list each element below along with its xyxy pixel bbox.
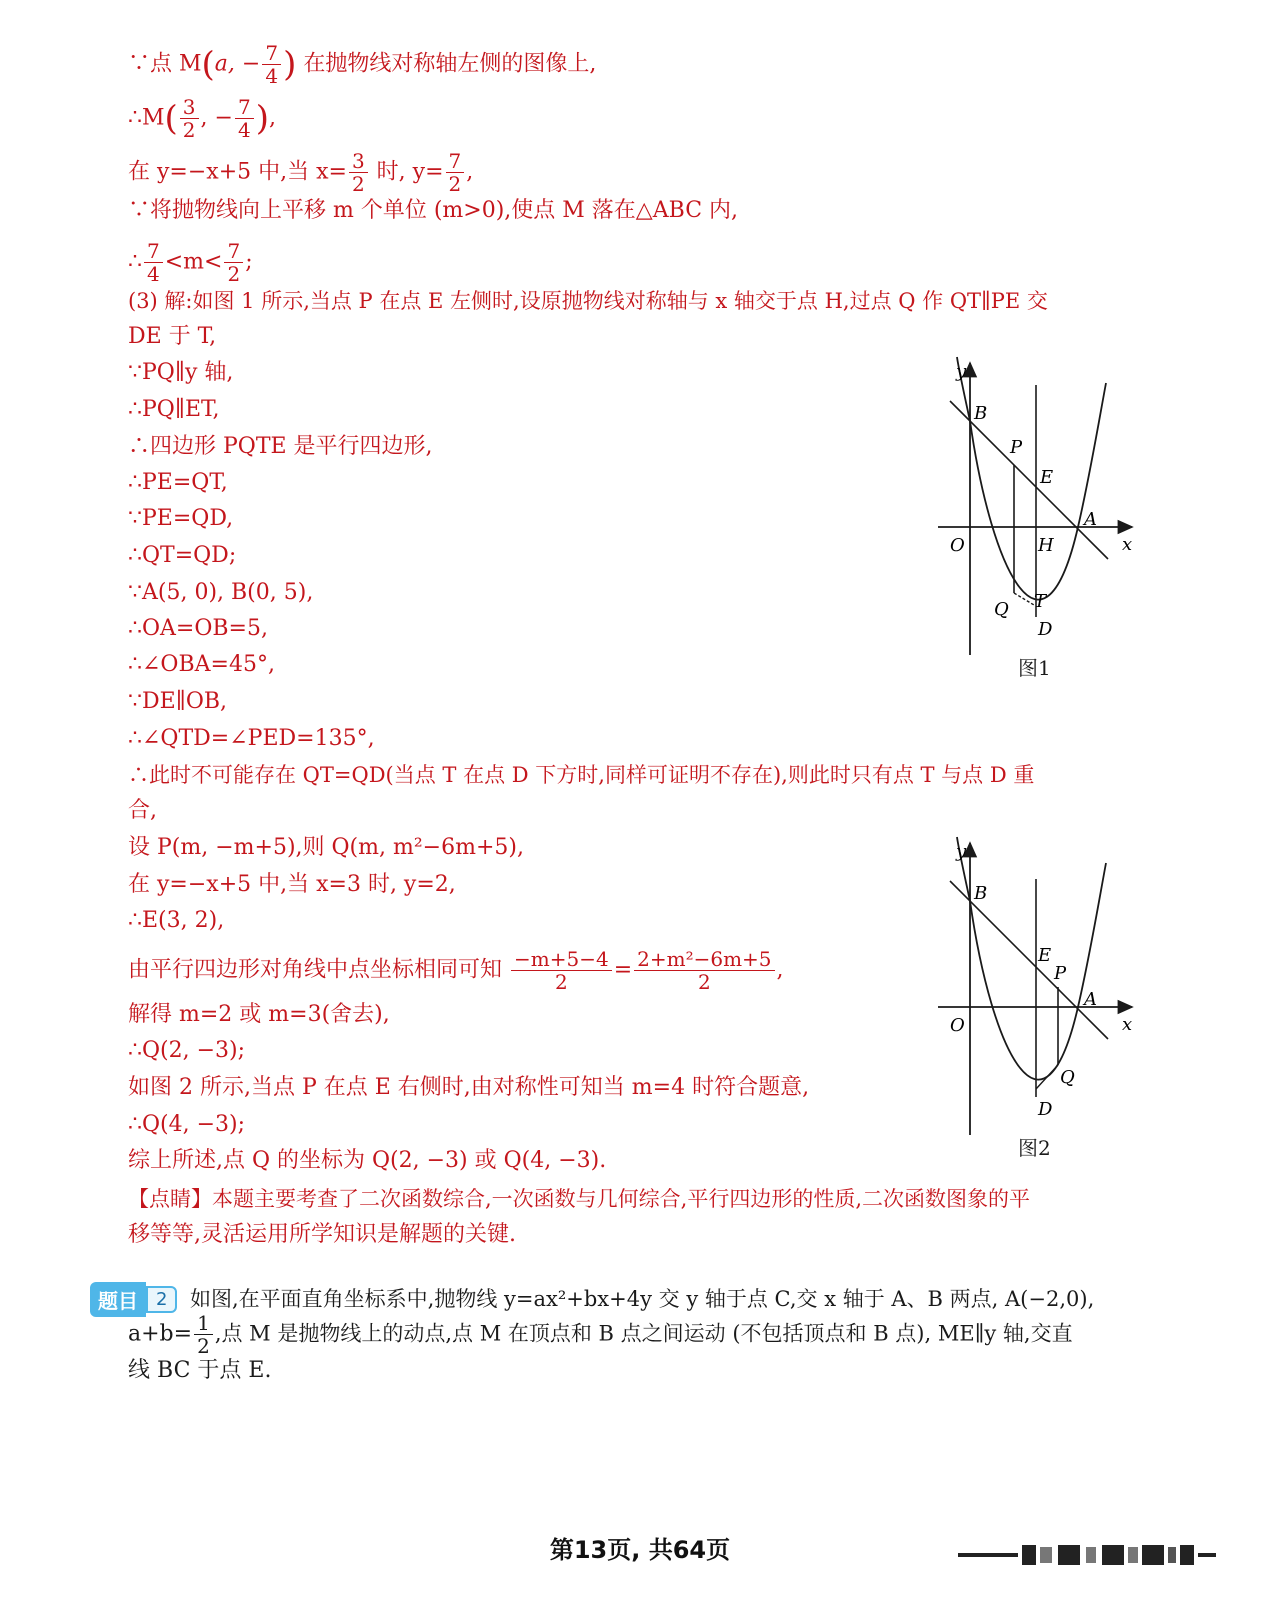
solution-line-27: 如图 2 所示,当点 P 在点 E 右侧时,由对称性可知当 m=4 时符合题意, — [128, 1075, 810, 1100]
solution-line-2: ∴M( $\frac{3}{2}$ , − $\frac{7}{4}$ ), — [128, 95, 276, 142]
parabola — [970, 863, 1106, 1080]
svg-text:A: A — [1084, 989, 1097, 1010]
segment-qd — [1036, 1065, 1058, 1089]
svg-text:x: x — [1122, 1014, 1133, 1035]
question-badge-label: 题目 — [90, 1282, 146, 1317]
solution-line-31: 移等等,灵活运用所学知识是解题的关键. — [128, 1222, 516, 1247]
solution-line-24: 由平行四边形对角线中点坐标相同可知 $\frac{-m+5-4}{2}$ = $\frac{\text{2+m²−6m+5}}{2}$ , — [128, 947, 784, 994]
solution-line-20: 合, — [128, 798, 157, 823]
solution-line-29: 综上所述,点 Q 的坐标为 Q(2, −3) 或 Q(4, −3). — [128, 1148, 607, 1173]
solution-line-10: ∴四边形 PQTE 是平行四边形, — [128, 434, 433, 459]
figure-2 — [930, 835, 1140, 1135]
solution-line-7: DE 于 T, — [128, 324, 217, 349]
question-badge — [90, 1282, 177, 1316]
segment-qt — [1014, 593, 1034, 605]
question-line-3: 线 BC 于点 E. — [128, 1358, 272, 1383]
solution-line-12: ∵PE=QD, — [128, 506, 234, 531]
question-badge-number: 2 — [146, 1286, 177, 1313]
svg-text:O: O — [950, 535, 965, 556]
svg-text:A: A — [1084, 509, 1097, 530]
solution-line-23: ∴E(3, 2), — [128, 908, 225, 933]
solution-line-1: ∵点 M(a, − $\frac{7}{4}$ ) 在抛物线对称轴左侧的图像上, — [128, 41, 597, 88]
solution-line-19: ∴此时不可能存在 QT=QD(当点 T 在点 D 下方时,同样可证明不存在),则此时只有点 T 与点 D 重 — [128, 763, 1035, 787]
solution-line-9: ∴PQ∥ET, — [128, 397, 220, 422]
figure-2-caption: 图2 — [1018, 1136, 1051, 1160]
solution-line-18: ∴∠QTD=∠PED=135°, — [128, 726, 375, 751]
solution-line-16: ∴∠OBA=45°, — [128, 652, 275, 677]
solution-line-21: 设 P(m, −m+5),则 Q(m, m²−6m+5), — [128, 835, 524, 860]
solution-line-25: 解得 m=2 或 m=3(舍去), — [128, 1002, 390, 1027]
parabola — [970, 383, 1106, 600]
solution-line-30: 【点睛】本题主要考查了二次函数综合,一次函数与几何综合,平行四边形的性质,二次函数图象的平 — [128, 1187, 1031, 1211]
menu-bars-icon[interactable] — [958, 1543, 1218, 1567]
solution-line-11: ∴PE=QT, — [128, 470, 228, 495]
svg-text:B: B — [974, 403, 988, 424]
solution-line-4: ∵将抛物线向上平移 m 个单位 (m>0),使点 M 落在△ABC 内, — [128, 198, 739, 223]
svg-text:Q: Q — [1060, 1067, 1075, 1088]
solution-line-14: ∵A(5, 0), B(0, 5), — [128, 580, 314, 605]
solution-line-13: ∴QT=QD; — [128, 543, 237, 568]
solution-line-22: 在 y=−x+5 中,当 x=3 时, y=2, — [128, 872, 456, 897]
svg-text:y: y — [956, 841, 967, 862]
svg-text:E: E — [1038, 945, 1052, 966]
svg-text:H: H — [1038, 535, 1054, 556]
svg-text:T: T — [1034, 591, 1047, 612]
svg-text:D: D — [1038, 619, 1053, 640]
question-line-2: a+b= $\frac{1}{2}$ ,点 M 是抛物线上的动点,点 M 在顶点和 B 点之间运动 (不包括顶点和 B 点), ME∥y 轴,交直 — [128, 1311, 1073, 1358]
solution-line-26: ∴Q(2, −3); — [128, 1038, 246, 1063]
svg-text:B: B — [974, 883, 988, 904]
svg-text:D: D — [1038, 1099, 1053, 1120]
solution-line-8: ∵PQ∥y 轴, — [128, 360, 234, 385]
solution-line-15: ∴OA=OB=5, — [128, 616, 268, 641]
page-number-footer: 第13页, 共64页 — [549, 1536, 731, 1564]
figure-1-caption: 图1 — [1018, 656, 1051, 680]
solution-line-6: (3) 解:如图 1 所示,当点 P 在点 E 左侧时,设原抛物线对称轴与 x 轴交于点 H,过点 Q 作 QT∥PE 交 — [128, 289, 1048, 313]
solution-line-17: ∵DE∥OB, — [128, 689, 228, 714]
svg-text:P: P — [1054, 963, 1067, 984]
line-ab — [950, 401, 1108, 559]
solution-line-3: 在 y=−x+5 中,当 x= $\frac{3}{2}$ 时, y= $\frac{7}{2}$ , — [128, 149, 474, 196]
svg-text:x: x — [1122, 534, 1133, 555]
solution-line-28: ∴Q(4, −3); — [128, 1112, 246, 1137]
solution-line-5: ∴ $\frac{7}{4}$ <m< $\frac{7}{2}$ ; — [128, 239, 253, 286]
figure-1 — [930, 355, 1140, 655]
svg-text:Q: Q — [994, 599, 1009, 620]
svg-text:O: O — [950, 1015, 965, 1036]
svg-text:P: P — [1010, 437, 1023, 458]
line-ab — [950, 881, 1108, 1039]
svg-text:y: y — [956, 361, 967, 382]
question-line-1: 如图,在平面直角坐标系中,抛物线 y=ax²+bx+4y 交 y 轴于点 C,交 x 轴于 A、B 两点, A(−2,0), — [190, 1287, 1095, 1311]
svg-text:E: E — [1040, 467, 1054, 488]
